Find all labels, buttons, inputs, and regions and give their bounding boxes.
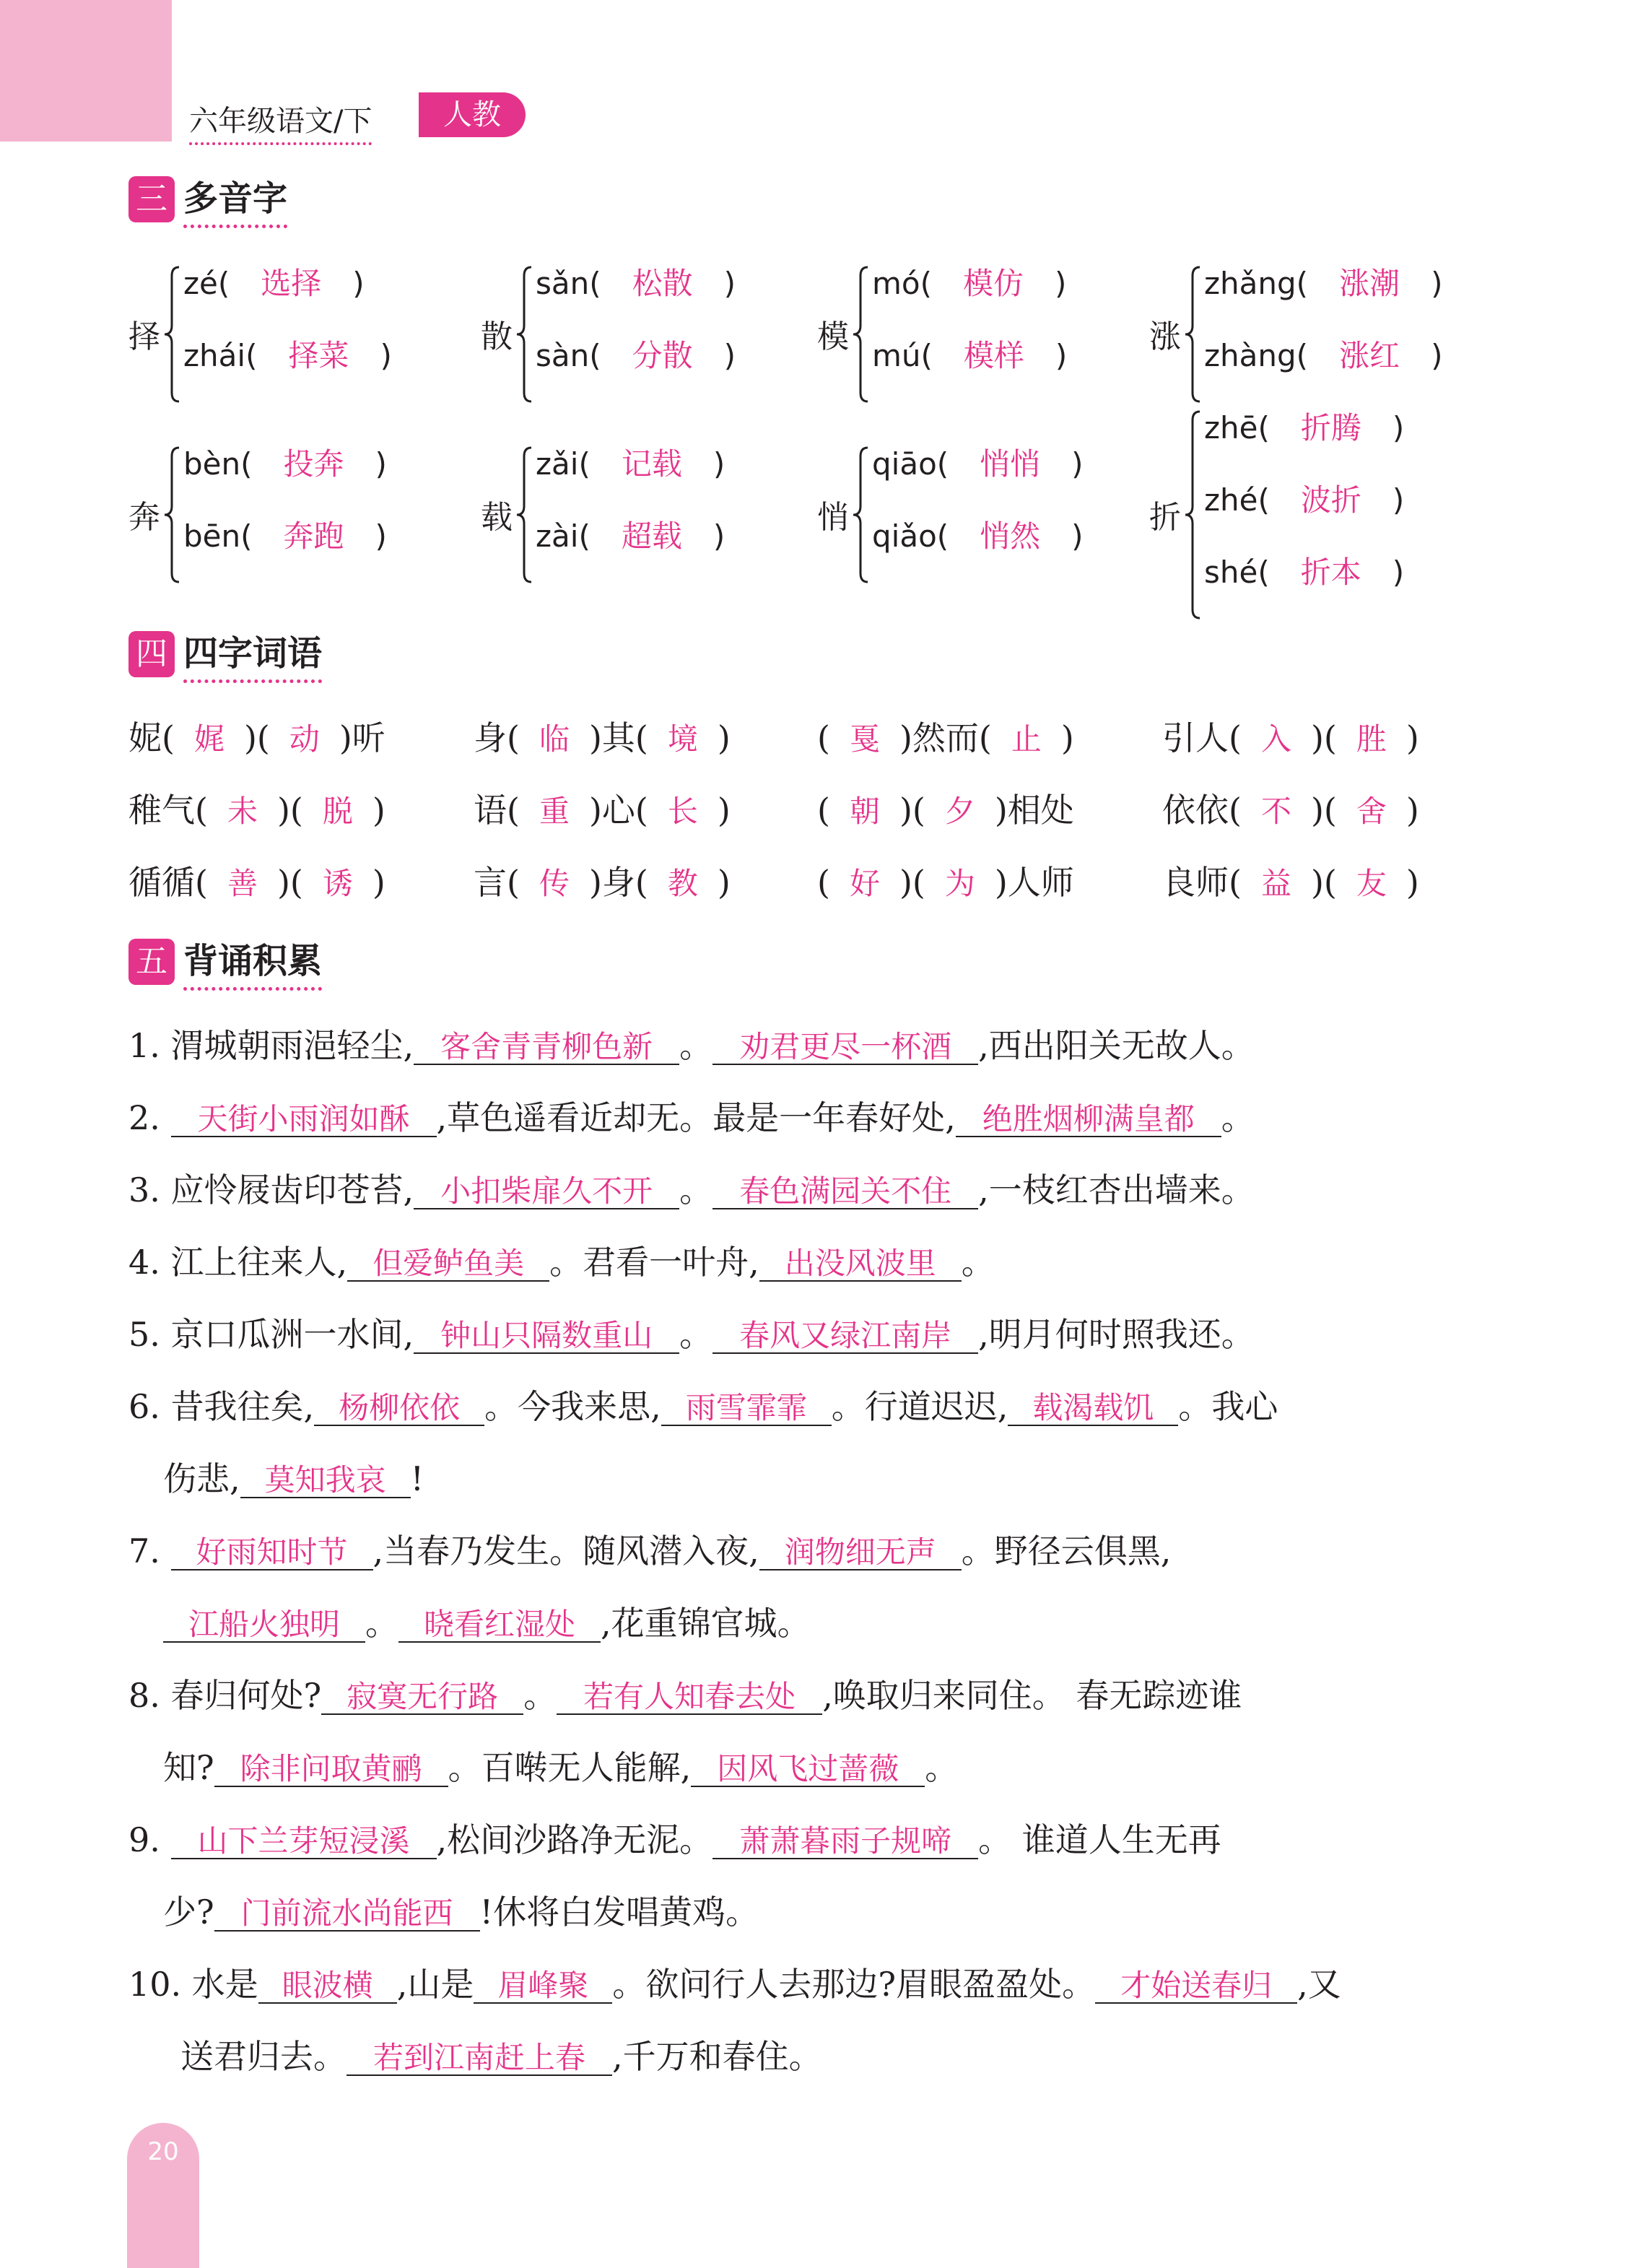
- idiom-text: )(: [276, 863, 303, 902]
- poem-text: 3. 应怜屐齿印苍苔,: [128, 1170, 414, 1209]
- poem-text: 。: [523, 1676, 557, 1715]
- pinyin-row: [183, 332, 392, 375]
- recitation-line: [128, 1525, 1171, 1573]
- pinyin-label: zài(: [536, 518, 590, 554]
- section-4-heading: [128, 625, 322, 683]
- recitation-line: [128, 1236, 995, 1284]
- idiom-text: 语(: [474, 791, 520, 830]
- poem-text: ,草色遥看近却无。最是一年春好处,: [436, 1098, 956, 1137]
- section-5-heading: [128, 933, 322, 991]
- answer-blank: 劝君更尽一杯酒: [712, 1030, 978, 1065]
- poem-text: 。欲问行人去那边?眉眼盈盈处。: [612, 1965, 1096, 2004]
- polyphone-character: 模: [817, 318, 849, 355]
- idiom-item: [1162, 856, 1419, 904]
- idiom-text: 良师(: [1162, 863, 1242, 902]
- idiom-answer: 益: [1260, 866, 1291, 901]
- answer-blank: 春风又绿江南岸: [712, 1319, 978, 1354]
- idiom-answer: 为: [944, 866, 975, 901]
- recitation-line: [128, 1958, 1341, 2006]
- pinyin-row: [1204, 260, 1442, 303]
- idiom-item: [1162, 712, 1419, 760]
- idiom-text: )相处: [994, 791, 1074, 830]
- idiom-text: )(: [899, 863, 925, 902]
- poem-text: 。: [1221, 1098, 1255, 1137]
- poem-text: ,一枝红杏出墙来。: [978, 1170, 1255, 1209]
- idiom-text: )然而(: [899, 718, 992, 757]
- pinyin-label: zhē(: [1204, 410, 1270, 446]
- answer-word: 模仿: [962, 266, 1024, 301]
- close-paren: ): [375, 446, 387, 482]
- idiom-answer: 好: [849, 866, 880, 901]
- answer-word: 松散: [632, 266, 693, 301]
- edition-badge: 人教: [419, 92, 526, 137]
- recitation-line: [163, 1886, 759, 1934]
- answer-word: 分散: [632, 338, 693, 373]
- pinyin-label: zhái(: [183, 338, 258, 373]
- section-3-heading: [128, 170, 287, 228]
- answer-word: 涨潮: [1339, 266, 1400, 301]
- pinyin-row: [1204, 477, 1404, 520]
- pinyin-row: [183, 440, 387, 484]
- poem-text: ,又: [1297, 1965, 1341, 2004]
- idiom-answer: 教: [667, 866, 698, 901]
- idiom-text: )其(: [588, 718, 648, 757]
- answer-blank: 寂寞无行路: [321, 1680, 523, 1715]
- idiom-item: [1162, 784, 1419, 832]
- idiom-text: )(: [243, 718, 270, 757]
- idiom-text: ): [1060, 718, 1074, 757]
- pinyin-label: mú(: [872, 338, 933, 373]
- idiom-answer: 娓: [193, 721, 225, 757]
- idiom-text: )身(: [588, 863, 648, 902]
- answer-word: 超载: [621, 518, 682, 554]
- idiom-text: ): [372, 791, 385, 830]
- idiom-answer: 止: [1011, 721, 1042, 757]
- poem-text: !: [410, 1459, 424, 1498]
- answer-blank: 杨柳依依: [314, 1391, 484, 1426]
- answer-blank: 出没风波里: [759, 1247, 962, 1282]
- idiom-text: ): [1405, 863, 1419, 902]
- idiom-answer: 夕: [944, 794, 975, 829]
- poem-text: 7.: [128, 1531, 171, 1570]
- idiom-text: ): [372, 863, 385, 902]
- answer-word: 波折: [1300, 482, 1361, 518]
- answer-blank: 因风飞过蔷薇: [691, 1752, 925, 1787]
- brace-icon: [852, 446, 871, 583]
- answer-blank: 若到江南赶上春: [347, 2041, 612, 2076]
- poem-text: 。我心: [1178, 1387, 1278, 1426]
- idiom-item: [128, 856, 385, 904]
- poem-text: 。 谁道人生无再: [978, 1820, 1221, 1859]
- close-paren: ): [1392, 410, 1405, 446]
- close-paren: ): [1071, 518, 1084, 554]
- close-paren: ): [1431, 266, 1443, 301]
- close-paren: ): [1392, 482, 1405, 518]
- idiom-text: )(: [1310, 718, 1337, 757]
- recitation-line: [128, 1020, 1255, 1067]
- section-title: 背诵积累: [183, 933, 322, 991]
- pinyin-label: qiāo(: [872, 446, 949, 482]
- answer-blank: 江船火独明: [163, 1608, 365, 1643]
- recitation-line: [163, 1453, 424, 1500]
- corner-decoration: [0, 0, 172, 142]
- idiom-answer: 善: [227, 866, 258, 901]
- pinyin-label: qiǎo(: [872, 518, 949, 554]
- answer-word: 择菜: [288, 338, 349, 373]
- section-number: 四: [128, 631, 175, 677]
- close-paren: ): [380, 338, 392, 373]
- poem-text: ,千万和春住。: [612, 2037, 822, 2076]
- poem-text: 送君归去。: [180, 2037, 347, 2076]
- idiom-text: 依依(: [1162, 791, 1242, 830]
- pinyin-row: [536, 513, 725, 556]
- idiom-text: (: [817, 863, 830, 902]
- idiom-answer: 脱: [322, 794, 353, 829]
- poem-text: 伤悲,: [163, 1459, 240, 1498]
- poem-text: 少?: [163, 1893, 214, 1932]
- pinyin-label: zhàng(: [1204, 338, 1309, 373]
- idiom-answer: 不: [1260, 794, 1291, 829]
- pinyin-label: zé(: [183, 266, 230, 301]
- idiom-answer: 入: [1260, 721, 1291, 757]
- section-number: 三: [128, 176, 175, 222]
- answer-blank: 但爱鲈鱼美: [347, 1247, 549, 1282]
- close-paren: ): [1431, 338, 1443, 373]
- close-paren: ): [723, 338, 736, 373]
- idiom-text: 身(: [474, 718, 520, 757]
- idiom-text: (: [817, 718, 830, 757]
- poem-text: ,明月何时照我还。: [978, 1315, 1255, 1354]
- polyphone-character: 散: [481, 318, 513, 355]
- recitation-line: [128, 1308, 1255, 1356]
- answer-word: 悄悄: [980, 446, 1041, 482]
- brace-icon: [515, 266, 534, 403]
- answer-blank: 萧萧暮雨子规啼: [712, 1825, 978, 1859]
- idiom-text: )听: [339, 718, 385, 757]
- poem-text: 。百啭无人能解,: [448, 1748, 692, 1787]
- answer-word: 奔跑: [283, 518, 344, 554]
- close-paren: ): [1055, 266, 1067, 301]
- idiom-text: )人师: [994, 863, 1074, 902]
- pinyin-row: [1204, 549, 1404, 592]
- polyphone-character: 涨: [1149, 318, 1181, 355]
- answer-word: 折腾: [1300, 410, 1361, 446]
- idiom-answer: 未: [227, 794, 258, 829]
- brace-icon: [163, 266, 182, 403]
- pinyin-row: [872, 332, 1067, 375]
- book-title: 六年级语文/下: [189, 98, 372, 145]
- recitation-line: [128, 1092, 1255, 1139]
- brace-icon: [1184, 266, 1203, 403]
- pinyin-row: [872, 513, 1084, 556]
- close-paren: ): [1071, 446, 1084, 482]
- idiom-text: ): [1405, 791, 1419, 830]
- section-title: 多音字: [183, 170, 287, 228]
- pinyin-row: [536, 440, 725, 484]
- idiom-answer: 胜: [1356, 721, 1387, 757]
- recitation-line: [128, 1381, 1278, 1428]
- pinyin-row: [1204, 404, 1404, 448]
- brace-icon: [852, 266, 871, 403]
- idiom-text: 稚气(: [128, 791, 208, 830]
- poem-text: 9.: [128, 1820, 171, 1859]
- idiom-item: [474, 856, 731, 904]
- answer-blank: 眼波横: [258, 1969, 397, 2004]
- idiom-answer: 诱: [322, 866, 353, 901]
- poem-text: ,山是: [396, 1965, 474, 2004]
- pinyin-label: sǎn(: [536, 266, 601, 301]
- answer-blank: 载渴载饥: [1008, 1391, 1178, 1426]
- idiom-text: 引人(: [1162, 718, 1242, 757]
- idiom-text: ): [1405, 718, 1419, 757]
- poem-text: ,松间沙路净无泥。: [436, 1820, 713, 1859]
- answer-blank: 好雨知时节: [171, 1536, 373, 1570]
- idiom-text: )(: [1310, 863, 1337, 902]
- pinyin-label: mó(: [872, 266, 932, 301]
- poem-text: 。君看一叶舟,: [549, 1243, 759, 1282]
- pinyin-label: zhé(: [1204, 482, 1270, 518]
- idiom-item: [817, 856, 1074, 904]
- pinyin-row: [872, 260, 1066, 303]
- polyphone-character: 悄: [817, 499, 849, 536]
- recitation-line: [128, 1814, 1221, 1861]
- poem-text: !休将白发唱黄鸡。: [479, 1893, 759, 1932]
- idiom-answer: 境: [667, 721, 698, 757]
- answer-word: 模样: [963, 338, 1024, 373]
- idiom-text: ): [717, 863, 731, 902]
- pinyin-row: [536, 332, 736, 375]
- close-paren: ): [723, 266, 736, 301]
- answer-blank: 除非问取黄鹂: [214, 1752, 448, 1787]
- answer-blank: 若有人知春去处: [557, 1680, 822, 1715]
- answer-word: 投奔: [283, 446, 344, 482]
- recitation-line: [180, 2030, 822, 2078]
- answer-blank: 眉峰聚: [474, 1969, 612, 2004]
- brace-icon: [1184, 410, 1203, 620]
- poem-text: 知?: [163, 1748, 214, 1787]
- poem-text: 。: [679, 1170, 713, 1209]
- poem-text: ,当春乃发生。随风潜入夜,: [372, 1531, 759, 1570]
- idiom-text: )(: [899, 791, 925, 830]
- answer-blank: 才始送春归: [1095, 1969, 1297, 2004]
- close-paren: ): [712, 446, 725, 482]
- poem-text: 。野径云俱黑,: [961, 1531, 1172, 1570]
- close-paren: ): [1392, 555, 1405, 590]
- answer-blank: 小扣柴扉久不开: [414, 1175, 679, 1209]
- recitation-line: [128, 1669, 1242, 1717]
- idiom-answer: 传: [539, 866, 570, 901]
- answer-blank: 莫知我哀: [240, 1464, 411, 1498]
- idiom-item: [474, 712, 731, 760]
- poem-text: 。: [679, 1315, 713, 1354]
- answer-word: 悄然: [980, 518, 1041, 554]
- pinyin-label: shé(: [1204, 555, 1270, 590]
- poem-text: ,唤取归来同住。 春无踪迹谁: [822, 1676, 1242, 1715]
- poem-text: 1. 渭城朝雨浥轻尘,: [128, 1026, 414, 1065]
- idiom-item: [128, 712, 385, 760]
- idiom-answer: 舍: [1356, 794, 1387, 829]
- idiom-answer: 临: [539, 721, 570, 757]
- answer-blank: 天街小雨润如酥: [171, 1103, 437, 1137]
- answer-blank: 门前流水尚能西: [214, 1897, 480, 1932]
- answer-word: 涨红: [1339, 338, 1400, 373]
- poem-text: 。: [679, 1026, 713, 1065]
- pinyin-row: [536, 260, 736, 303]
- answer-blank: 润物细无声: [759, 1536, 962, 1570]
- pinyin-row: [872, 440, 1084, 484]
- idiom-text: 言(: [474, 863, 520, 902]
- recitation-line: [128, 1164, 1255, 1212]
- idiom-item: [128, 784, 385, 832]
- poem-text: 8. 春归何处?: [128, 1676, 322, 1715]
- poem-text: 2.: [128, 1098, 171, 1137]
- idiom-answer: 戛: [849, 721, 880, 757]
- pinyin-row: [183, 260, 365, 303]
- pinyin-label: bèn(: [183, 446, 253, 482]
- poem-text: 。: [925, 1748, 959, 1787]
- recitation-line: [163, 1742, 958, 1789]
- pinyin-label: sàn(: [536, 338, 601, 373]
- brace-icon: [515, 446, 534, 583]
- pinyin-label: zǎi(: [536, 446, 590, 482]
- idiom-answer: 友: [1356, 866, 1387, 901]
- pinyin-row: [183, 513, 387, 556]
- idiom-text: )(: [1310, 791, 1337, 830]
- poem-text: ,花重锦官城。: [601, 1604, 811, 1643]
- answer-blank: 晓看红湿处: [398, 1608, 601, 1643]
- answer-blank: 钟山只隔数重山: [414, 1319, 679, 1354]
- poem-text: 10. 水是: [128, 1965, 258, 2004]
- answer-word: 折本: [1300, 555, 1361, 590]
- polyphone-character: 载: [481, 499, 513, 536]
- answer-word: 选择: [261, 266, 322, 301]
- polyphone-character: 择: [128, 318, 160, 355]
- brace-icon: [163, 446, 182, 583]
- idiom-text: 循循(: [128, 863, 208, 902]
- page-number: 20: [147, 2137, 179, 2166]
- idiom-item: [817, 712, 1074, 760]
- answer-word: 记载: [621, 446, 682, 482]
- poem-text: 5. 京口瓜洲一水间,: [128, 1315, 414, 1354]
- answer-blank: 绝胜烟柳满皇都: [956, 1103, 1221, 1137]
- idiom-text: 妮(: [128, 718, 175, 757]
- close-paren: ): [375, 518, 387, 554]
- answer-blank: 客舍青青柳色新: [414, 1030, 679, 1065]
- polyphone-character: 奔: [128, 499, 160, 536]
- polyphone-character: 折: [1149, 499, 1181, 536]
- close-paren: ): [1055, 338, 1068, 373]
- idiom-item: [817, 784, 1074, 832]
- section-number: 五: [128, 939, 175, 985]
- idiom-answer: 动: [289, 721, 320, 757]
- idiom-text: )心(: [588, 791, 648, 830]
- recitation-line: [163, 1597, 811, 1645]
- poem-text: ,西出阳关无故人。: [978, 1026, 1255, 1065]
- poem-text: 4. 江上往来人,: [128, 1243, 348, 1282]
- idiom-answer: 重: [539, 794, 570, 829]
- poem-text: 。今我来思,: [484, 1387, 661, 1426]
- idiom-text: ): [717, 791, 731, 830]
- answer-blank: 雨雪霏霏: [661, 1391, 832, 1426]
- idiom-text: (: [817, 791, 830, 830]
- answer-blank: 山下兰芽短浸溪: [171, 1825, 437, 1859]
- answer-blank: 春色满园关不住: [712, 1175, 978, 1209]
- section-title: 四字词语: [183, 625, 322, 683]
- close-paren: ): [712, 518, 725, 554]
- idiom-answer: 朝: [849, 794, 880, 829]
- poem-text: 。: [365, 1604, 398, 1643]
- pinyin-row: [1204, 332, 1442, 375]
- close-paren: ): [352, 266, 365, 301]
- idiom-answer: 长: [667, 794, 698, 829]
- pinyin-label: bēn(: [183, 518, 253, 554]
- poem-text: 。: [961, 1243, 995, 1282]
- idiom-text: )(: [276, 791, 303, 830]
- idiom-text: ): [717, 718, 731, 757]
- poem-text: 6. 昔我往矣,: [128, 1387, 315, 1426]
- idiom-item: [474, 784, 731, 832]
- pinyin-label: zhǎng(: [1204, 266, 1309, 301]
- poem-text: 。行道迟迟,: [831, 1387, 1008, 1426]
